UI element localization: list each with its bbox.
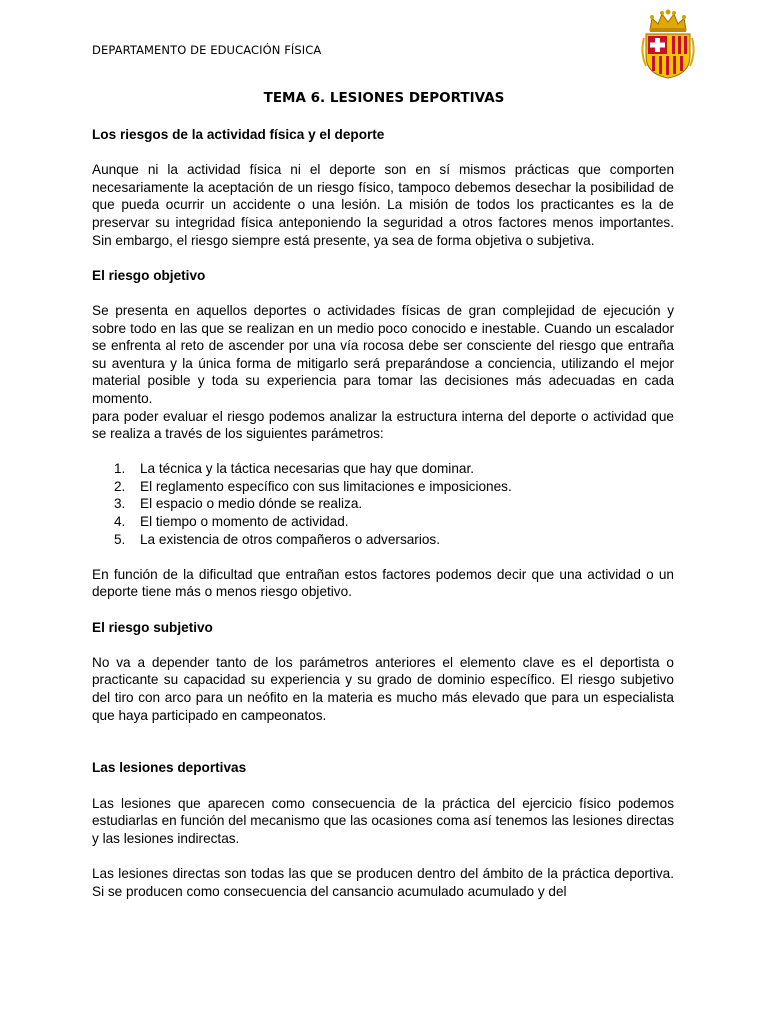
list-item: 2. El reglamento específico con sus limitaciones e imposiciones. xyxy=(114,478,512,494)
paragraph: Aunque ni la actividad física ni el deporte son en sí mismos prácticas que comporten necesariamente la aceptación de un riesgo físico, tampoco debemos desechar la posibilidad de que pueda ocurrir un accidente o una lesión. La misión de todos los practicantes es la de preservar su integridad física anteponiendo la seguridad a otros factores menos importantes. Sin embargo, el riesgo siempre está presente, ya sea de forma objetiva o subjetiva. xyxy=(92,162,674,248)
document-body xyxy=(92,126,674,918)
department-header: DEPARTAMENTO DE EDUCACIÓN FÍSICA xyxy=(92,43,322,57)
section-heading: Los riesgos de la actividad física y el deporte xyxy=(92,127,385,142)
paragraph: para poder evaluar el riesgo podemos analizar la estructura interna del deporte o actividad que se realiza a través de los siguientes parámetros: xyxy=(92,408,674,442)
paragraph: Las lesiones que aparecen como consecuencia de la práctica del ejercicio físico podemos estudiarlas en función del mecanismo que las ocasiones coma así tenemos las lesiones directas y las lesiones indirectas. xyxy=(92,795,674,846)
section-heading: El riesgo subjetivo xyxy=(92,619,213,635)
list-item: 3. El espacio o medio dónde se realiza. xyxy=(114,496,363,512)
coat-of-arms-icon xyxy=(640,8,696,80)
list-item: 1. La técnica y la táctica necesarias que hay que dominar. xyxy=(114,461,475,477)
paragraph: Las lesiones directas son todas las que se producen dentro del ámbito de la práctica deportiva. Si se producen como consecuencia del cansancio acumulado acumulado y del xyxy=(92,865,674,899)
parameters-list xyxy=(92,460,674,548)
section-heading: Las lesiones deportivas xyxy=(92,760,247,776)
paragraph: No va a depender tanto de los parámetros anteriores el elemento clave es el deportista o practicante su capacidad su experiencia y su grado de dominio específico. El riesgo subjetivo del tiro con arco para un neófito en la materia es mucho más elevado que para un especialista que haya participado en campeonatos. xyxy=(92,654,674,723)
paragraph: Se presenta en aquellos deportes o actividades físicas de gran complejidad de ejecución y sobre todo en las que se realizan en un medio poco conocido e inestable. Cuando un escalador se enfrenta al reto de ascender por una vía rocosa debe ser consciente del riesgo que entraña su aventura y la única forma de mitigarlo será preparándose a conciencia, utilizando el mejor material posible y toda su experiencia para tomar las decisiones más adecuadas en cada momento. xyxy=(92,302,674,406)
page-title: TEMA 6. LESIONES DEPORTIVAS xyxy=(263,90,505,106)
list-item: 4. El tiempo o momento de actividad. xyxy=(114,514,349,530)
paragraph: En función de la dificultad que entrañan estos factores podemos decir que una actividad o un deporte tiene más o menos riesgo objetivo. xyxy=(92,566,674,600)
spacer xyxy=(92,742,674,760)
list-item: 5. La existencia de otros compañeros o adversarios. xyxy=(114,531,440,547)
section-heading: El riesgo objetivo xyxy=(92,267,206,283)
